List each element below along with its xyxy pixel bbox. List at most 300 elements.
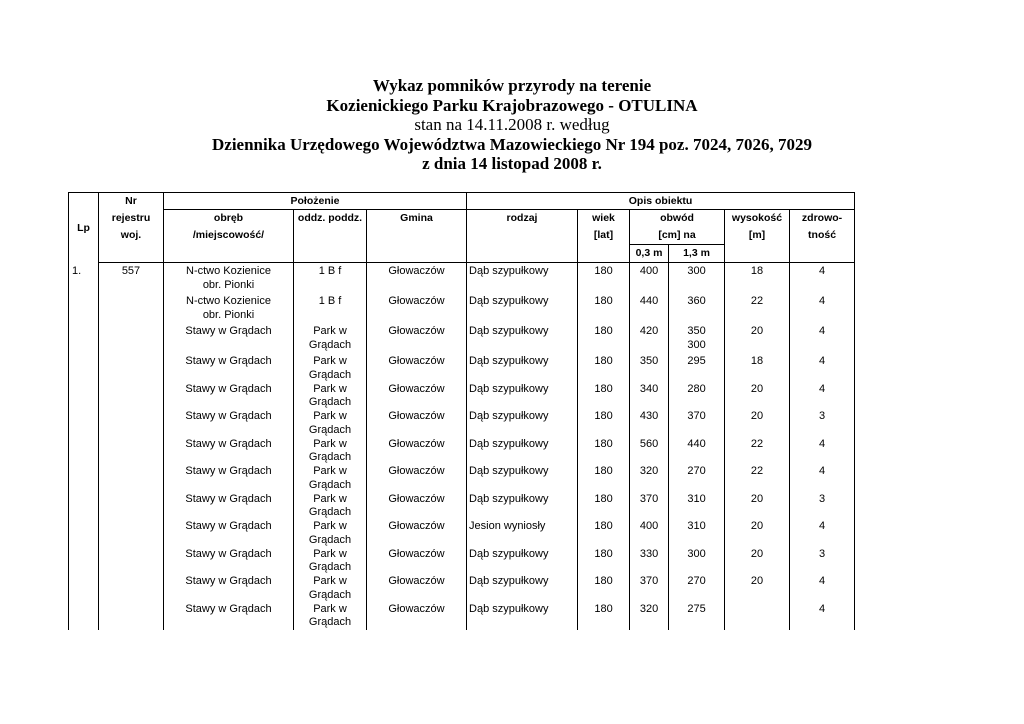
cell-obwod-03-text: 320 xyxy=(639,465,659,477)
table-row xyxy=(69,493,855,521)
header-obwod-03: 0,3 m xyxy=(630,245,669,263)
cell-obwod-13-text: 350 xyxy=(687,325,706,337)
cell-wysokosc-text: 20 xyxy=(750,547,764,560)
cell-wysokosc-text: 22 xyxy=(750,465,764,477)
table-row xyxy=(69,520,855,548)
cell-zdrowotnosc xyxy=(790,325,855,355)
cell-wiek-text: 180 xyxy=(594,547,613,560)
cell-nr xyxy=(99,575,164,603)
cell-gmina xyxy=(367,575,467,603)
cell-oddz-text: Park w xyxy=(313,602,347,615)
cell-nr xyxy=(99,493,164,521)
cell-obreb-text: N-ctwo Kozienice xyxy=(186,265,271,277)
cell-wysokosc xyxy=(725,465,790,493)
cell-wiek-text: 180 xyxy=(594,437,613,450)
cell-wysokosc-text: 20 xyxy=(750,520,764,532)
cell-oddz-text: Park w xyxy=(313,492,347,505)
cell-zdrowotnosc-text: 4 xyxy=(818,602,826,615)
cell-lp xyxy=(69,465,99,493)
table-row xyxy=(69,325,855,355)
cell-zdrowotnosc xyxy=(790,265,855,295)
header-zdrowotnosc: zdrowo- xyxy=(790,210,855,228)
cell-wysokosc xyxy=(725,493,790,521)
cell-obwod-13-text: 270 xyxy=(687,575,706,587)
header-gmina: Gmina xyxy=(367,210,467,228)
cell-wiek-text: 180 xyxy=(594,410,613,422)
cell-rodzaj xyxy=(467,493,578,521)
cell-zdrowotnosc-text: 4 xyxy=(818,437,826,450)
cell-gmina xyxy=(367,465,467,493)
cell-lp xyxy=(69,493,99,521)
title-line-5: z dnia 14 listopad 2008 r. xyxy=(422,154,602,174)
cell-wysokosc xyxy=(725,265,790,295)
cell-obreb xyxy=(164,438,294,466)
cell-oddz-text: Park w xyxy=(313,520,347,532)
cell-obreb xyxy=(164,575,294,603)
header-wysokosc: wysokość xyxy=(725,210,790,228)
cell-obwod-03 xyxy=(630,325,669,355)
cell-obreb xyxy=(164,410,294,438)
header-opis-obiektu: Opis obiektu xyxy=(467,193,855,210)
header-obwod: obwód xyxy=(630,210,725,228)
cell-wiek-text: 180 xyxy=(594,382,613,395)
table-row xyxy=(69,603,855,631)
cell-obreb xyxy=(164,355,294,383)
cell-obwod-13 xyxy=(669,520,725,548)
cell-gmina-text: Głowaczów xyxy=(388,382,445,395)
cell-oddz xyxy=(294,383,367,411)
header-polozenie: Położenie xyxy=(164,193,467,210)
cell-oddz-text: Park w xyxy=(313,465,347,477)
cell-zdrowotnosc-text: 4 xyxy=(818,265,826,277)
cell-oddz-text: Grądach xyxy=(308,338,352,351)
cell-rodzaj-text: Dąb szypułkowy xyxy=(469,410,549,422)
cell-rodzaj-text: Dąb szypułkowy xyxy=(469,465,549,477)
cell-zdrowotnosc-text: 4 xyxy=(818,465,826,477)
cell-wiek xyxy=(578,548,630,576)
table-body xyxy=(69,263,855,631)
cell-obwod-03-text: 560 xyxy=(639,437,659,450)
cell-obwod-13-text: 310 xyxy=(687,492,706,505)
cell-obwod-03-text: 350 xyxy=(639,355,659,367)
cell-obwod-03-text: 370 xyxy=(639,492,659,505)
cell-nr xyxy=(99,603,164,631)
cell-obreb-text: Stawy w Grądach xyxy=(185,492,272,505)
cell-gmina-text: Głowaczów xyxy=(388,355,445,367)
header-obwod-13: 1,3 m xyxy=(669,245,725,263)
cell-nr xyxy=(99,295,164,325)
cell-wiek xyxy=(578,603,630,631)
cell-zdrowotnosc-text: 4 xyxy=(818,382,826,395)
cell-nr xyxy=(99,520,164,548)
cell-oddz-text: Grądach xyxy=(308,423,352,436)
cell-obwod-03-text: 340 xyxy=(639,382,659,395)
cell-obreb xyxy=(164,325,294,355)
cell-oddz xyxy=(294,410,367,438)
cell-rodzaj xyxy=(467,465,578,493)
cell-nr-text: 557 xyxy=(121,265,141,277)
cell-wiek xyxy=(578,265,630,295)
cell-zdrowotnosc-text: 3 xyxy=(818,410,826,422)
cell-obreb xyxy=(164,295,294,325)
cell-oddz xyxy=(294,325,367,355)
cell-oddz xyxy=(294,603,367,631)
cell-nr xyxy=(99,438,164,466)
cell-wiek-text: 180 xyxy=(594,492,613,505)
cell-wiek xyxy=(578,295,630,325)
cell-zdrowotnosc-text: 4 xyxy=(818,325,826,337)
header-rejestru: rejestru xyxy=(99,210,164,228)
cell-lp xyxy=(69,383,99,411)
cell-gmina-text: Głowaczów xyxy=(388,547,445,560)
table-row xyxy=(69,295,855,325)
cell-oddz xyxy=(294,265,367,295)
cell-obwod-03 xyxy=(630,383,669,411)
cell-oddz xyxy=(294,465,367,493)
cell-obwod-13 xyxy=(669,548,725,576)
cell-wiek xyxy=(578,465,630,493)
cell-gmina-text: Głowaczów xyxy=(388,575,445,587)
cell-zdrowotnosc-text: 4 xyxy=(818,520,826,532)
cell-rodzaj xyxy=(467,548,578,576)
header-wiek: wiek xyxy=(578,210,630,228)
cell-oddz-text: Park w xyxy=(313,325,347,337)
cell-obwod-13 xyxy=(669,355,725,383)
cell-oddz-text: Park w xyxy=(313,547,347,560)
cell-oddz-text: Park w xyxy=(313,355,347,367)
cell-rodzaj-text: Dąb szypułkowy xyxy=(469,265,549,277)
header-obwod-unit: [cm] na xyxy=(630,227,725,245)
cell-nr xyxy=(99,325,164,355)
cell-obwod-03-text: 320 xyxy=(639,602,659,615)
cell-oddz xyxy=(294,575,367,603)
cell-obreb xyxy=(164,520,294,548)
cell-obwod-03-text: 400 xyxy=(639,520,659,532)
cell-nr xyxy=(99,383,164,411)
cell-obwod-13 xyxy=(669,383,725,411)
cell-oddz xyxy=(294,493,367,521)
cell-rodzaj xyxy=(467,325,578,355)
cell-wysokosc-text: 20 xyxy=(750,382,764,395)
cell-gmina-text: Głowaczów xyxy=(388,265,445,277)
cell-obwod-03 xyxy=(630,548,669,576)
cell-obwod-13 xyxy=(669,438,725,466)
cell-wiek xyxy=(578,438,630,466)
cell-rodzaj-text: Dąb szypułkowy xyxy=(469,492,549,505)
cell-rodzaj-text: Dąb szypułkowy xyxy=(469,295,549,307)
cell-obreb xyxy=(164,603,294,631)
cell-zdrowotnosc xyxy=(790,355,855,383)
cell-obwod-03 xyxy=(630,355,669,383)
cell-gmina-text: Głowaczów xyxy=(388,465,445,477)
cell-zdrowotnosc-text: 4 xyxy=(818,295,826,307)
cell-gmina-text: Głowaczów xyxy=(388,602,445,615)
cell-obreb-text: Stawy w Grądach xyxy=(185,547,272,560)
cell-obreb-text: Stawy w Grądach xyxy=(185,382,272,395)
cell-obwod-13 xyxy=(669,465,725,493)
cell-obreb xyxy=(164,493,294,521)
cell-zdrowotnosc xyxy=(790,575,855,603)
cell-gmina xyxy=(367,603,467,631)
header-miejscowosc: /miejscowość/ xyxy=(164,227,294,245)
cell-wiek-text: 180 xyxy=(594,575,613,587)
cell-zdrowotnosc-text: 3 xyxy=(818,492,826,505)
cell-obwod-13 xyxy=(669,295,725,325)
cell-obreb-text: Stawy w Grądach xyxy=(185,410,272,422)
cell-wysokosc-text: 18 xyxy=(750,355,764,367)
cell-zdrowotnosc xyxy=(790,603,855,631)
cell-rodzaj xyxy=(467,383,578,411)
cell-obwod-03-text: 420 xyxy=(639,325,659,337)
cell-wiek-text: 180 xyxy=(594,265,613,277)
cell-oddz-text: Grądach xyxy=(308,561,352,574)
table-row xyxy=(69,548,855,576)
cell-wiek-text: 180 xyxy=(594,295,613,307)
cell-oddz-text: 1 B f xyxy=(318,265,342,277)
cell-obreb-text: Stawy w Grądach xyxy=(185,602,272,615)
cell-wysokosc xyxy=(725,410,790,438)
cell-lp xyxy=(69,520,99,548)
cell-wysokosc-text: 18 xyxy=(750,265,764,277)
cell-zdrowotnosc xyxy=(790,520,855,548)
cell-lp xyxy=(69,265,99,295)
cell-lp xyxy=(69,438,99,466)
cell-gmina xyxy=(367,493,467,521)
cell-obwod-13-text: 280 xyxy=(687,382,706,395)
cell-lp xyxy=(69,325,99,355)
cell-obwod-13-text: 440 xyxy=(687,437,706,450)
cell-lp-text: 1. xyxy=(72,265,82,277)
cell-oddz xyxy=(294,438,367,466)
cell-gmina-text: Głowaczów xyxy=(388,295,445,307)
cell-oddz-text: Grądach xyxy=(308,588,352,601)
cell-obwod-13 xyxy=(669,575,725,603)
cell-lp xyxy=(69,410,99,438)
cell-oddz-text: Grądach xyxy=(308,451,352,464)
document-title xyxy=(0,76,1024,174)
cell-obwod-13 xyxy=(669,493,725,521)
cell-zdrowotnosc xyxy=(790,465,855,493)
table-row xyxy=(69,575,855,603)
table-row xyxy=(69,465,855,493)
cell-oddz-text: Grądach xyxy=(308,368,352,381)
cell-obreb-text: Stawy w Grądach xyxy=(185,575,272,587)
cell-zdrowotnosc xyxy=(790,438,855,466)
cell-nr xyxy=(99,265,164,295)
cell-wysokosc-text: 20 xyxy=(750,410,764,422)
cell-wiek-text: 180 xyxy=(594,520,613,532)
cell-obreb xyxy=(164,548,294,576)
cell-wiek-text: 180 xyxy=(594,602,613,615)
header-nr: Nr xyxy=(99,193,164,210)
cell-obwod-13-text: 310 xyxy=(687,520,706,532)
cell-zdrowotnosc xyxy=(790,410,855,438)
cell-wysokosc-text: 20 xyxy=(750,575,764,587)
cell-gmina xyxy=(367,520,467,548)
cell-rodzaj-text: Dąb szypułkowy xyxy=(469,355,549,367)
header-woj: woj. xyxy=(99,227,164,245)
cell-obwod-13-text: 360 xyxy=(687,295,706,307)
cell-obreb-text: Stawy w Grądach xyxy=(185,325,272,337)
cell-obwod-03-text: 330 xyxy=(639,547,659,560)
cell-gmina-text: Głowaczów xyxy=(388,325,445,337)
cell-zdrowotnosc xyxy=(790,548,855,576)
cell-wysokosc-text: 22 xyxy=(750,295,764,307)
cell-obreb-text: N-ctwo Kozienice xyxy=(186,295,271,307)
header-lp: Lp xyxy=(69,193,99,263)
cell-oddz-text: Park w xyxy=(313,437,347,450)
cell-wysokosc-text: 20 xyxy=(750,325,764,337)
table-row xyxy=(69,265,855,295)
cell-nr xyxy=(99,465,164,493)
cell-wiek xyxy=(578,355,630,383)
cell-zdrowotnosc xyxy=(790,383,855,411)
cell-obwod-13 xyxy=(669,603,725,631)
cell-obwod-03-text: 400 xyxy=(639,265,659,277)
cell-rodzaj xyxy=(467,295,578,325)
cell-rodzaj-text: Jesion wyniosły xyxy=(469,520,546,532)
cell-wysokosc xyxy=(725,295,790,325)
cell-wiek-text: 180 xyxy=(594,325,613,337)
cell-oddz-text: Grądach xyxy=(308,533,352,546)
cell-obwod-13-text: 270 xyxy=(687,465,706,477)
cell-obwod-13-text: 295 xyxy=(687,355,706,367)
table-header xyxy=(69,193,855,263)
cell-rodzaj xyxy=(467,575,578,603)
cell-obwod-13-text: 300 xyxy=(687,265,706,277)
cell-obwod-03 xyxy=(630,465,669,493)
cell-lp xyxy=(69,575,99,603)
cell-wiek xyxy=(578,493,630,521)
cell-wiek xyxy=(578,383,630,411)
cell-obwod-03-text: 370 xyxy=(639,575,659,587)
title-line-2: Kozienickiego Parku Krajobrazowego - OTULINA xyxy=(326,95,698,115)
cell-gmina xyxy=(367,383,467,411)
cell-rodzaj-text: Dąb szypułkowy xyxy=(469,602,549,615)
header-oddz: oddz. poddz. xyxy=(294,210,367,228)
monuments-table xyxy=(68,192,855,630)
cell-wiek xyxy=(578,410,630,438)
cell-rodzaj xyxy=(467,410,578,438)
cell-gmina xyxy=(367,410,467,438)
cell-oddz-text: Grądach xyxy=(308,478,352,491)
cell-oddz xyxy=(294,520,367,548)
cell-obreb xyxy=(164,383,294,411)
cell-obwod-03 xyxy=(630,265,669,295)
cell-obwod-03-text: 440 xyxy=(639,295,659,307)
cell-rodzaj-text: Dąb szypułkowy xyxy=(469,437,549,450)
cell-gmina xyxy=(367,265,467,295)
cell-wiek-text: 180 xyxy=(594,355,613,367)
cell-obreb-text: Stawy w Grądach xyxy=(185,437,272,450)
cell-rodzaj-text: Dąb szypułkowy xyxy=(469,382,549,395)
cell-obwod-03 xyxy=(630,603,669,631)
cell-lp xyxy=(69,603,99,631)
header-zdrowotnosc-2: tność xyxy=(790,227,855,245)
title-line-3: stan na 14.11.2008 r. według xyxy=(414,115,610,135)
table-row xyxy=(69,438,855,466)
cell-gmina xyxy=(367,295,467,325)
cell-rodzaj xyxy=(467,355,578,383)
cell-obwod-03 xyxy=(630,520,669,548)
header-obreb: obręb xyxy=(164,210,294,228)
cell-obwod-13-text: 275 xyxy=(687,602,706,615)
cell-obwod-03 xyxy=(630,493,669,521)
table-row xyxy=(69,355,855,383)
cell-lp xyxy=(69,295,99,325)
cell-gmina-text: Głowaczów xyxy=(388,410,445,422)
cell-gmina-text: Głowaczów xyxy=(388,520,445,532)
cell-wysokosc xyxy=(725,325,790,355)
cell-wysokosc xyxy=(725,383,790,411)
cell-nr xyxy=(99,355,164,383)
cell-obreb xyxy=(164,465,294,493)
cell-rodzaj-text: Dąb szypułkowy xyxy=(469,325,549,337)
cell-nr xyxy=(99,410,164,438)
cell-gmina xyxy=(367,438,467,466)
cell-oddz xyxy=(294,548,367,576)
cell-obwod-03 xyxy=(630,438,669,466)
cell-rodzaj-text: Dąb szypułkowy xyxy=(469,547,549,560)
title-line-1: Wykaz pomników przyrody na terenie xyxy=(372,76,652,95)
cell-oddz-text: Grądach xyxy=(308,396,352,409)
cell-zdrowotnosc xyxy=(790,493,855,521)
cell-oddz-text: Park w xyxy=(313,382,347,395)
header-rodzaj: rodzaj xyxy=(467,210,578,228)
title-line-4: Dziennika Urzędowego Województwa Mazowieckiego Nr 194 poz. 7024, 7026, 7029 xyxy=(212,134,812,154)
cell-obreb-text: Stawy w Grądach xyxy=(185,465,272,477)
cell-wysokosc-text: 20 xyxy=(750,492,764,505)
cell-rodzaj xyxy=(467,603,578,631)
cell-oddz xyxy=(294,355,367,383)
cell-wysokosc-text: 22 xyxy=(750,437,764,450)
cell-wiek xyxy=(578,520,630,548)
cell-oddz-text: Park w xyxy=(313,410,347,422)
cell-zdrowotnosc-text: 4 xyxy=(818,355,826,367)
header-wysokosc-unit: [m] xyxy=(725,227,790,245)
cell-wysokosc xyxy=(725,603,790,631)
cell-obreb xyxy=(164,265,294,295)
cell-oddz-text: Park w xyxy=(313,575,347,587)
cell-wysokosc xyxy=(725,575,790,603)
cell-obreb-text: Stawy w Grądach xyxy=(185,520,272,532)
cell-obreb-text: Stawy w Grądach xyxy=(185,355,272,367)
cell-gmina-text: Głowaczów xyxy=(388,437,445,450)
cell-rodzaj xyxy=(467,520,578,548)
cell-gmina xyxy=(367,548,467,576)
cell-zdrowotnosc-text: 3 xyxy=(818,547,826,560)
cell-obwod-03 xyxy=(630,410,669,438)
cell-gmina xyxy=(367,355,467,383)
cell-lp xyxy=(69,548,99,576)
cell-oddz xyxy=(294,295,367,325)
cell-obwod-13-text: 370 xyxy=(687,410,706,422)
cell-nr xyxy=(99,548,164,576)
cell-zdrowotnosc xyxy=(790,295,855,325)
cell-wysokosc xyxy=(725,355,790,383)
cell-rodzaj xyxy=(467,438,578,466)
cell-wiek-text: 180 xyxy=(594,465,613,477)
cell-wiek xyxy=(578,575,630,603)
cell-obwod-13-text: 300 xyxy=(687,338,706,351)
cell-wysokosc xyxy=(725,548,790,576)
cell-obwod-03-text: 430 xyxy=(639,410,659,422)
cell-obwod-03 xyxy=(630,575,669,603)
cell-wiek xyxy=(578,325,630,355)
cell-obreb-text: obr. Pionki xyxy=(202,278,255,291)
cell-obwod-13 xyxy=(669,325,725,355)
cell-gmina-text: Głowaczów xyxy=(388,492,445,505)
